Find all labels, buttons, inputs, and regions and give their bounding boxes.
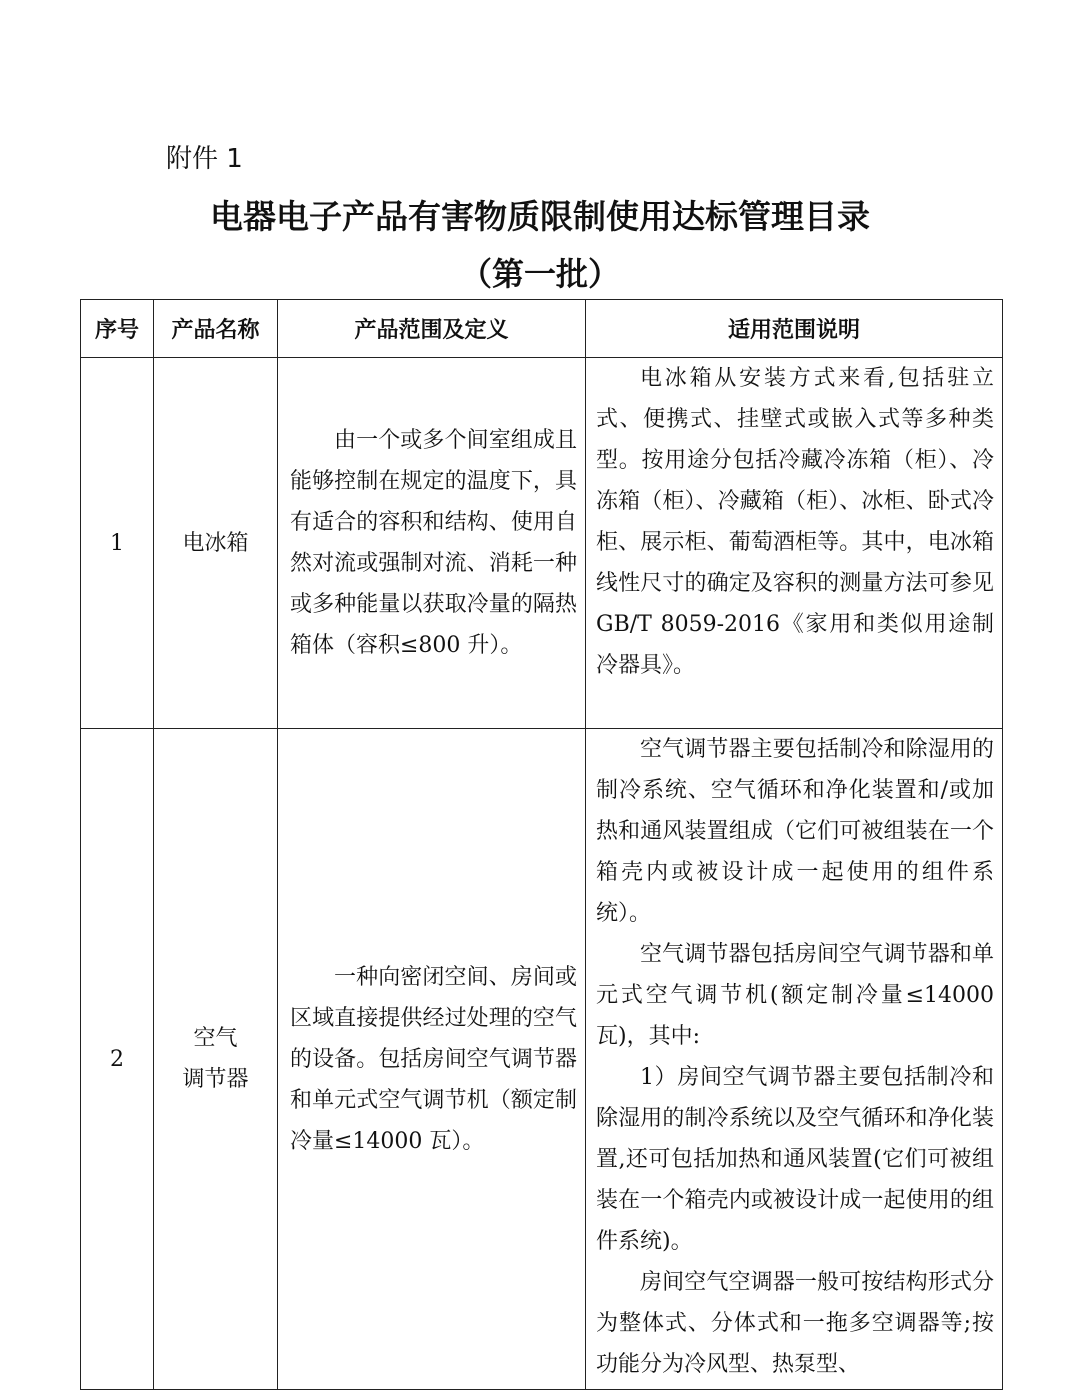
header-scope: 适用范围说明 [586,300,1003,358]
row-definition [278,729,586,1390]
product-name-line: 空气 [193,1026,238,1051]
row-definition [278,358,586,729]
table-row [81,729,1003,1390]
row-product-name [154,729,278,1390]
table-header-row [81,300,1003,358]
row-scope [586,358,1003,729]
product-name-line: 电冰箱 [182,530,249,556]
scope-paragraph: 房间空气空调器一般可按结构形式分为整体式、分体式和一拖多空调器等;按功能分为冷风型、热泵型、 [596,1270,994,1377]
row-index: 1 [81,358,154,729]
scope-paragraph: 空气调节器包括房间空气调节器和单元式空气调节机(额定制冷量≤14000 瓦)，其中: [596,942,994,1049]
document-title: 电器电子产品有害物质限制使用达标管理目录 [210,197,870,236]
header-index: 序号 [81,300,154,358]
scope-paragraph: 电冰箱从安装方式来看,包括驻立式、便携式、挂壁式或嵌入式等多种类型。按用途分包括冷藏冷冻箱（柜）、冷冻箱（柜）、冷藏箱（柜）、冰柜、卧式冷柜、展示柜、葡萄酒柜等。其中，电冰箱线性尺寸的确定及容积的测量方法可参见 GB/T 8059-2016《家用和类似用途制冷器具》。 [596,366,994,678]
row-scope [586,729,1003,1390]
document-subtitle: （第一批） [459,255,620,293]
row-product-name [154,358,278,729]
product-name-line: 调节器 [182,1067,249,1092]
scope-paragraph: 1）房间空气调节器主要包括制冷和除湿用的制冷系统以及空气循环和净化装置,还可包括加热和通风装置(它们可被组装在一个箱壳内或被设计成一起使用的组件系统)。 [596,1065,994,1254]
catalog-table [80,299,1003,1390]
header-definition: 产品范围及定义 [278,300,586,358]
scope-paragraph: 空气调节器主要包括制冷和除湿用的制冷系统、空气循环和净化装置和/或加热和通风装置组成（它们可被组装在一个箱壳内或被设计成一起使用的组件系统）。 [596,737,994,926]
row-index: 2 [81,729,154,1390]
annex-label: 附件 1 [166,144,243,174]
table-row [81,358,1003,729]
definition-text: 一种向密闭空间、房间或区域直接提供经过处理的空气的设备。包括房间空气调节器和单元式空气调节机（额定制冷量≤14000 瓦）。 [290,964,577,1154]
definition-text: 由一个或多个间室组成且能够控制在规定的温度下，具有适合的容积和结构、使用自然对流或强制对流、消耗一种或多种能量以获取冷量的隔热箱体（容积≤800 升）。 [290,428,577,658]
header-product-name: 产品名称 [154,300,278,358]
